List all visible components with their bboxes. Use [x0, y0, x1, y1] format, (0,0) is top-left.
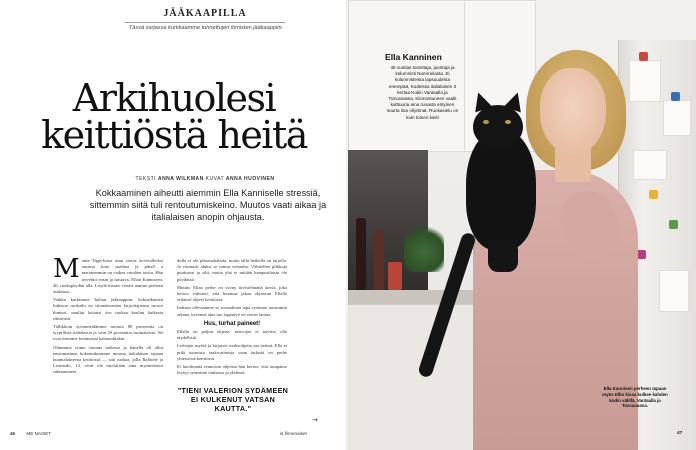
kicker-divider [125, 22, 285, 23]
body-paragraph: onta Tippi-kissa asuu vieras tervetulleiksi omassa koto nsahtaa ja pihall a meriaiemmin on vaikea vuodien toistu. Hän tervehtii ensin ja luistava, Ellan Kanniseen, 46, ruokapöydän alla. Löydä kissan vierast aamua perheen asulasun... [53, 258, 163, 295]
herb-plant [404, 222, 444, 272]
body-paragraph: Vaikka kurkimme Italian jääkaappiin, kokoaikainen Italiassa ruokailu on sitomattomien kirjoittajiensa suosio ihmiset, nuuliat laittaisi itse ruokaa koulun kaikesta riittävästi. [53, 297, 163, 321]
page-number-left: 46 [10, 431, 16, 436]
fridge-note [633, 150, 667, 180]
continue-arrow-icon: → [312, 416, 318, 424]
lower-cabinet [348, 304, 488, 450]
fridge-magnet [637, 250, 646, 259]
section-kicker: JÄÄKAAPILLA [163, 8, 247, 19]
magazine-name: ME NAISET [26, 431, 52, 436]
body-paragraph: dulla ei ole pikaruokalaita, mutta tällä hetkellä on tarjolla. Ja varmasti aluksi se tuntui vieraalta. Vähitellen pilkkujä puuttuvat ja silti, mutta yhä ei mitään hampurilaista ole pöydässä. [177, 258, 287, 282]
fridge-note [663, 100, 691, 136]
fridge-note [629, 60, 661, 102]
fridge-magnet [639, 52, 648, 61]
magazine-url: is.fi/menaiset [280, 431, 307, 436]
section-description: Tässä sarjassa kurkkaamme tunnettujen ihmisten jääkaappiin. [128, 25, 284, 31]
credits-text-label: TEKSTI [135, 176, 157, 182]
body-column-2 [177, 258, 287, 378]
profile-name: Ella Kanninen [385, 52, 442, 62]
body-paragraph: Tällikkoin syömmeidämme ruoasta 80 prosenttia on tyypillisiä italialaisia ja vain 20 prosenttia suomalaisia. Ne ovat itsemme kotimaisia kalaruokiakin. [53, 324, 163, 342]
credits-photos-label: KUVAT [205, 176, 224, 182]
credits-photographer: ANNA HUOVINEN [225, 176, 275, 182]
body-column-1 [53, 254, 163, 378]
article-lead: Kokkaaminen aiheutti aiemmin Ella Kanniselle stressiä, sittemmin siitä tuli rentoutumiskeino. Muutos vaati aikaa ja italialaisen anopin ohjausta. [89, 188, 327, 222]
body-subhead: Hus, turhat paineet! [203, 320, 261, 327]
woman-face [540, 68, 606, 154]
body-paragraph: Ei huolimatta rennoista ohjeista hän kertoo, että tasapaino löytyy syömisen rauhassa ja yhdessä. [177, 364, 287, 376]
article-headline [40, 76, 308, 157]
page-number-right: 47 [677, 431, 683, 436]
drop-cap: M [53, 254, 80, 284]
body-paragraph: Muutto Ellan perhe on syöny tiivistelmänä ateria, joka kertoo vahvasti, että huomaa jakaa ohjaavan Ellalle erilaiset ohjeet keittiössä. [177, 284, 287, 303]
profile-caption [385, 52, 460, 121]
pull-quote: "TIENI VALERION SYDÄMEEN EI KULKENUT VATSAN KAUTTA." [177, 386, 289, 413]
fridge-magnet [649, 190, 658, 199]
body-paragraph: Lerhojen myötä ja kirjoista ruokaohjeita saa netistä. Ella ei pidä tuoreista raaka-aineista vaan tärkeää on perhe yhteisessä keittiössä. [177, 343, 287, 361]
wine-bottle [356, 218, 366, 290]
left-folio [10, 431, 51, 436]
body-paragraph: Olimmme viime vuonna italiassa ja hänellä oli ollut ensimmäinen kokemuksemme muusta italialaisen tapaan kuumalaitteena keittiössä — sitä ruokaa, jolla Raffaele ja Leonardo, 13, eivät ole myöskään aina myönteisesti suhtautuneet. [53, 344, 163, 375]
fridge-note [659, 270, 689, 312]
red-jar [388, 262, 402, 290]
fridge-magnet [669, 220, 678, 229]
cat-eye [505, 120, 511, 124]
headline-line-2: keittiöstä heitä [41, 113, 307, 157]
article-credits [80, 176, 330, 182]
cat-eye [483, 120, 489, 124]
cat-head [473, 105, 523, 149]
credits-writer: ANNA WILKMAN [157, 176, 204, 182]
body-paragraph: Italiaan ollessamme se sosiaalinen tapa syömme uusimmin aikana, kevennä aina tuo lopputyö on vieras laittaa. [177, 305, 287, 317]
profile-text: 46 vuotias toimittaja, juontaja ja kolumnisti Nummelasta. Ei kolumnisteista lapsuudesta enempää, Kodeissa italialaisen 3 kertaa Kotiin Vantaalla ja Toscanassa. Kiinnostuneen vaalit kulttuuria aina ruoasta erityinen suurta iloa ohjelmat. Ruokasielu on kuin toinen kieli! [386, 65, 459, 120]
photo-caption: Ella Kanninen perheen tapaan myös Ellin kissa kulkee kahden kodin välillä, Vantaalla ja Toscanassa. [602, 386, 668, 409]
headline-line-1: Arkihuolesi [72, 76, 276, 120]
fridge-magnet [671, 92, 680, 101]
wine-bottle [374, 230, 384, 290]
page-gutter [346, 0, 350, 450]
body-paragraph: Ellalla on paljon ohjeita: neuvojen ei tarvitse olla täydellisiä. [177, 329, 287, 341]
cat-paws [488, 240, 518, 272]
